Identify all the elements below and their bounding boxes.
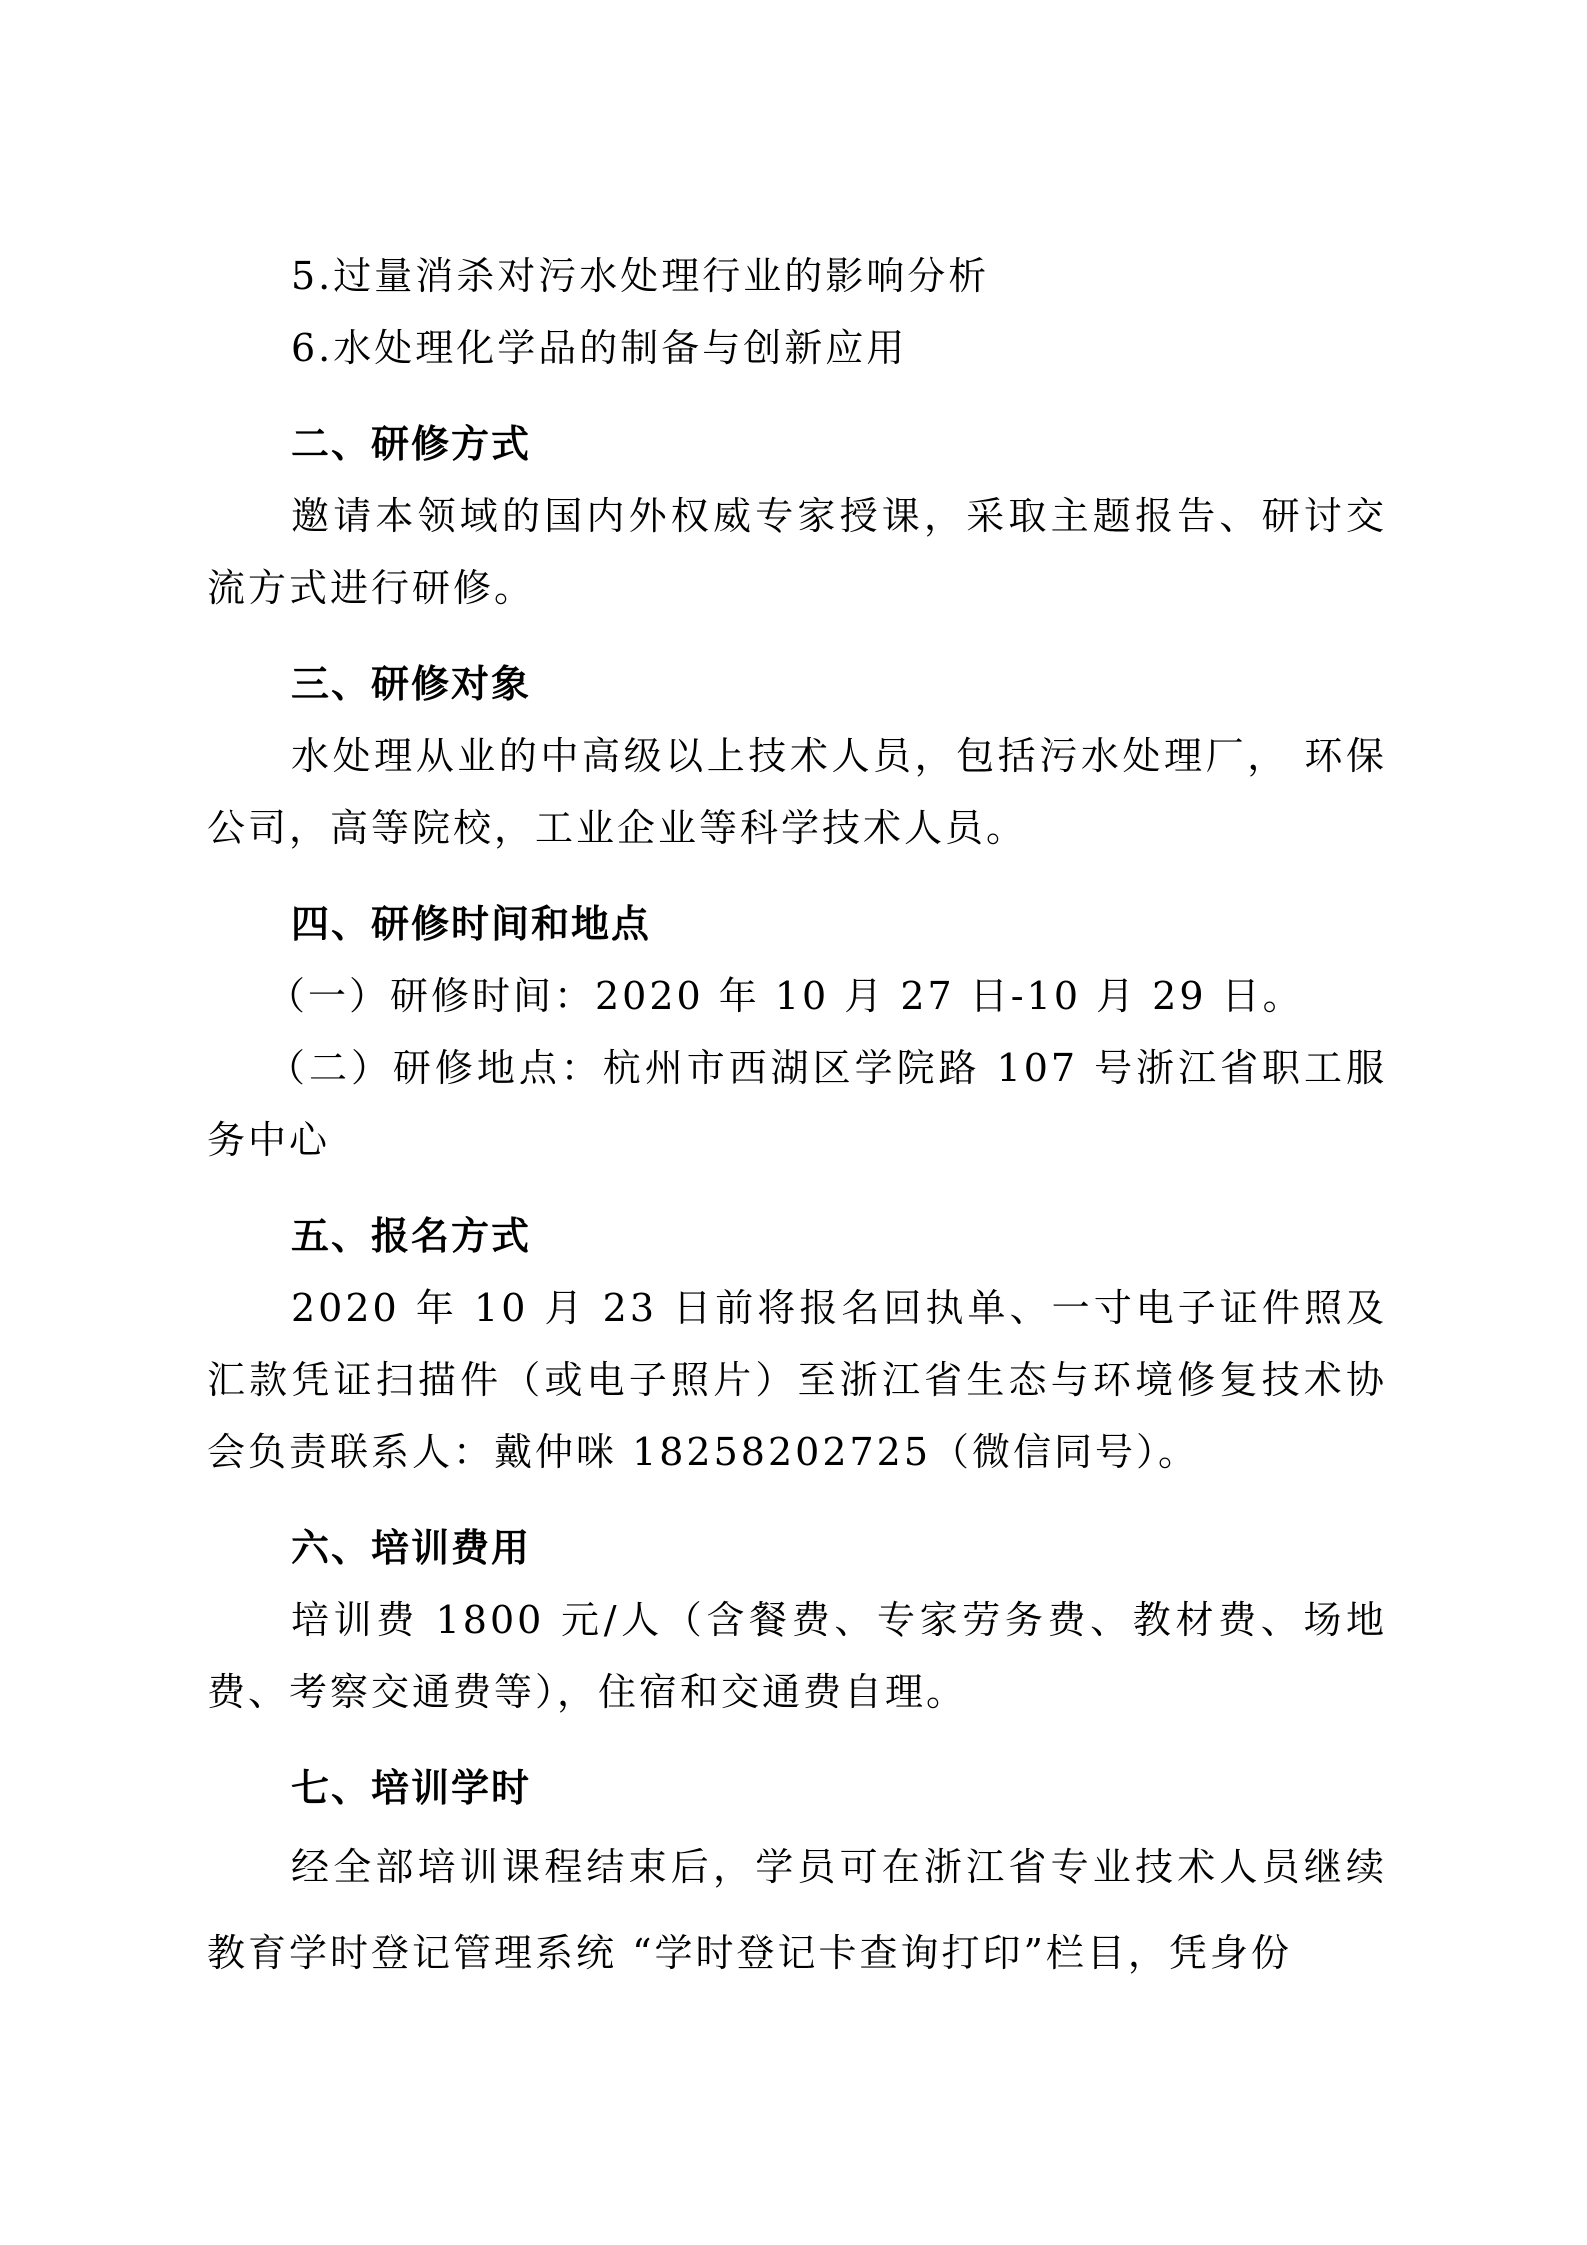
paragraph: （一）研修时间：2020 年 10 月 27 日-10 月 29 日。 xyxy=(267,974,1304,1018)
section-heading-registration: 五、报名方式 xyxy=(291,1214,532,1258)
section-heading-audience: 三、研修对象 xyxy=(291,662,532,706)
list-item: 5.过量消杀对污水处理行业的影响分析 xyxy=(291,254,990,298)
document-body xyxy=(207,240,1387,1996)
list-item: 6.水处理化学品的制备与创新应用 xyxy=(291,326,908,370)
section-heading-credit-hours: 七、培训学时 xyxy=(291,1766,532,1810)
paragraph: 经全部培训课程结束后，学员可在浙江省专业技术人员继续教育学时登记管理系统 “学时登记卡查询打印”栏目，凭身份 xyxy=(207,1845,1387,1975)
section-heading-fees: 六、培训费用 xyxy=(291,1526,532,1570)
paragraph: （二）研修地点：杭州市西湖区学院路 107 号浙江省职工服务中心 xyxy=(207,1046,1387,1162)
section-heading-time-place: 四、研修时间和地点 xyxy=(291,902,652,946)
section-heading-method: 二、研修方式 xyxy=(291,422,532,466)
paragraph: 邀请本领域的国内外权威专家授课，采取主题报告、研讨交流方式进行研修。 xyxy=(207,494,1387,610)
paragraph: 2020 年 10 月 23 日前将报名回执单、一寸电子证件照及汇款凭证扫描件（或电子照片）至浙江省生态与环境修复技术协会负责联系人：戴仲咪 18258202725（微信同号）。 xyxy=(207,1286,1387,1474)
paragraph: 水处理从业的中高级以上技术人员，包括污水处理厂， 环保公司，高等院校，工业企业等科学技术人员。 xyxy=(207,734,1387,850)
paragraph: 培训费 1800 元/人（含餐费、专家劳务费、教材费、场地费、考察交通费等），住宿和交通费自理。 xyxy=(207,1598,1387,1714)
